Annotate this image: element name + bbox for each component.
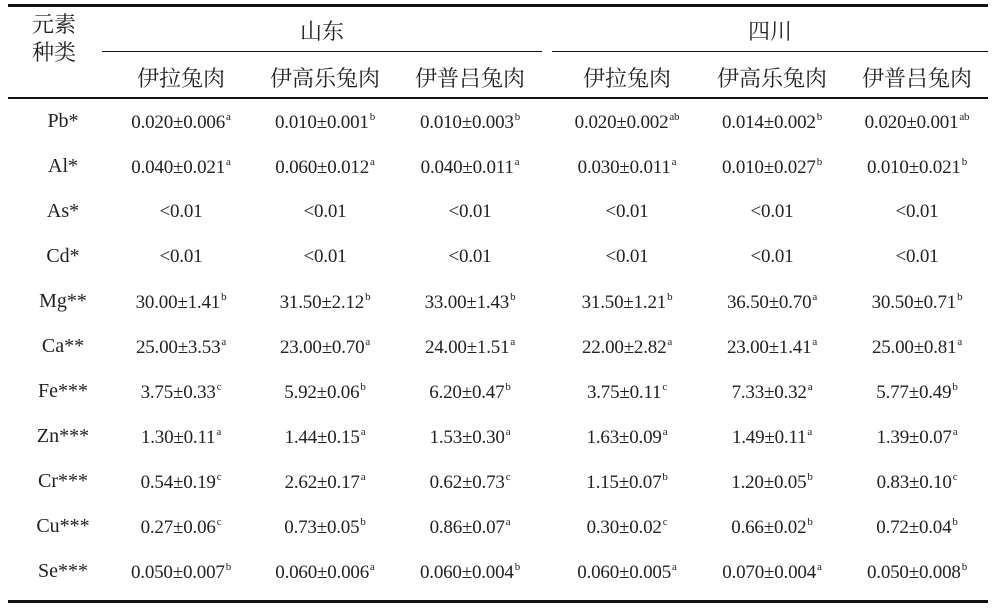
value-text: 0.010±0.003 xyxy=(419,112,514,133)
value-text: 0.070±0.004 xyxy=(722,562,817,583)
significance-letter: a xyxy=(667,336,673,348)
value-text: 0.020±0.001 xyxy=(864,112,959,133)
significance-letter: b xyxy=(369,111,376,123)
value-cell xyxy=(109,561,253,584)
value-text: <0.01 xyxy=(448,246,492,267)
value-text: 0.54±0.19 xyxy=(140,472,216,493)
value-text: 23.00±1.41 xyxy=(726,337,812,358)
significance-letter: c xyxy=(505,471,511,483)
value-cell xyxy=(700,516,844,539)
value-text: <0.01 xyxy=(605,246,649,267)
value-cell xyxy=(398,336,542,359)
significance-letter: a xyxy=(812,336,818,348)
significance-letter: a xyxy=(226,111,231,123)
value-text: 33.00±1.43 xyxy=(424,292,510,313)
significance-letter: c xyxy=(662,516,668,528)
value-text: 0.010±0.001 xyxy=(274,112,369,133)
element-name: Ca** xyxy=(41,335,85,357)
value-text: <0.01 xyxy=(159,246,203,267)
significance-letter: a xyxy=(812,291,818,303)
value-text: 25.00±3.53 xyxy=(135,337,221,358)
element-type-header-line1: 元素 xyxy=(31,13,76,38)
value-cell xyxy=(398,111,542,134)
value-text: <0.01 xyxy=(159,201,203,222)
significance-letter: a xyxy=(514,156,520,168)
significance-letter: b xyxy=(365,291,371,303)
element-name: Al* xyxy=(48,155,78,177)
value-text: 0.86±0.07 xyxy=(429,517,505,538)
value-cell xyxy=(555,111,699,134)
significance-letter: a xyxy=(817,561,822,573)
subcolumn-header: 伊普吕兔肉 xyxy=(861,67,972,92)
value-text: 0.83±0.10 xyxy=(876,472,952,493)
value-text: 31.50±1.21 xyxy=(581,292,667,313)
value-text: 25.00±0.81 xyxy=(871,337,957,358)
value-text: 0.030±0.011 xyxy=(577,157,671,178)
value-text: 0.73±0.05 xyxy=(284,517,360,538)
value-text: 1.15±0.07 xyxy=(586,472,662,493)
significance-letter: a xyxy=(370,156,375,168)
value-cell xyxy=(109,246,253,268)
value-text: 0.30±0.02 xyxy=(586,517,662,538)
table-top-rule xyxy=(8,4,988,7)
value-text: 3.75±0.33 xyxy=(140,382,216,403)
significance-letter: a xyxy=(807,381,813,393)
significance-letter: a xyxy=(365,336,371,348)
value-cell xyxy=(253,381,397,404)
value-cell xyxy=(109,381,253,404)
value-cell xyxy=(555,246,699,268)
significance-letter: a xyxy=(226,156,231,168)
value-text: 1.44±0.15 xyxy=(284,427,360,448)
significance-letter: a xyxy=(360,471,366,483)
value-text: 0.010±0.021 xyxy=(866,157,961,178)
element-name: Se*** xyxy=(38,560,88,582)
value-cell xyxy=(845,246,989,268)
value-cell xyxy=(109,291,253,314)
value-text: 0.050±0.007 xyxy=(130,562,225,583)
value-cell xyxy=(845,201,989,223)
value-text: 0.72±0.04 xyxy=(876,517,952,538)
value-text: 0.040±0.021 xyxy=(131,157,226,178)
value-cell xyxy=(253,291,397,314)
significance-letter: ab xyxy=(959,111,970,123)
significance-letter: ab xyxy=(669,111,680,123)
element-name: Pb* xyxy=(47,110,79,132)
value-cell xyxy=(555,291,699,314)
element-name: Cr*** xyxy=(38,470,88,492)
value-cell xyxy=(700,426,844,449)
value-cell xyxy=(555,381,699,404)
value-cell xyxy=(845,516,989,539)
value-cell xyxy=(700,291,844,314)
subcolumn-header: 伊拉兔肉 xyxy=(582,67,671,92)
value-cell xyxy=(253,561,397,584)
significance-letter: a xyxy=(671,156,677,168)
significance-letter: b xyxy=(816,156,823,168)
significance-letter: a xyxy=(360,426,366,438)
subcolumn-header: 伊高乐兔肉 xyxy=(269,67,380,92)
significance-letter: b xyxy=(952,516,958,528)
value-text: 0.66±0.02 xyxy=(731,517,807,538)
value-cell xyxy=(398,246,542,268)
value-cell xyxy=(398,201,542,223)
value-text: 0.040±0.011 xyxy=(420,157,514,178)
value-cell xyxy=(109,336,253,359)
value-text: 0.050±0.008 xyxy=(866,562,961,583)
value-cell xyxy=(398,426,542,449)
value-text: 7.33±0.32 xyxy=(731,382,807,403)
value-cell xyxy=(700,471,844,494)
value-text: 1.39±0.07 xyxy=(876,427,952,448)
value-text: 1.63±0.09 xyxy=(586,427,662,448)
value-cell xyxy=(398,291,542,314)
value-text: <0.01 xyxy=(303,246,347,267)
significance-letter: a xyxy=(505,516,511,528)
value-cell xyxy=(109,426,253,449)
value-cell xyxy=(555,201,699,223)
significance-letter: b xyxy=(952,381,958,393)
value-text: <0.01 xyxy=(448,201,492,222)
value-cell xyxy=(253,426,397,449)
value-cell xyxy=(555,516,699,539)
value-cell xyxy=(555,336,699,359)
value-cell xyxy=(398,561,542,584)
significance-letter: b xyxy=(510,291,516,303)
element-name: Cu*** xyxy=(36,515,90,537)
value-cell xyxy=(845,381,989,404)
significance-letter: b xyxy=(514,561,521,573)
value-cell xyxy=(845,111,989,134)
significance-letter: c xyxy=(952,471,958,483)
value-cell xyxy=(253,156,397,179)
value-cell xyxy=(700,111,844,134)
value-text: 6.20±0.47 xyxy=(429,382,505,403)
significance-letter: c xyxy=(216,471,222,483)
value-text: <0.01 xyxy=(605,201,649,222)
value-text: 24.00±1.51 xyxy=(424,337,510,358)
element-name: As* xyxy=(46,200,80,222)
significance-letter: b xyxy=(505,381,511,393)
subcolumn-header: 伊高乐兔肉 xyxy=(716,67,827,92)
significance-letter: a xyxy=(370,561,375,573)
value-cell xyxy=(109,111,253,134)
element-name: Cd* xyxy=(46,245,80,267)
value-cell xyxy=(845,336,989,359)
value-text: 1.20±0.05 xyxy=(731,472,807,493)
group-header-shandong: 山东 xyxy=(299,20,344,45)
significance-letter: b xyxy=(816,111,823,123)
value-text: 0.010±0.027 xyxy=(721,157,816,178)
significance-letter: a xyxy=(505,426,511,438)
significance-letter: b xyxy=(221,291,227,303)
value-text: 0.060±0.004 xyxy=(419,562,514,583)
value-cell xyxy=(700,201,844,223)
significance-letter: b xyxy=(961,156,968,168)
value-text: <0.01 xyxy=(750,246,794,267)
value-cell xyxy=(398,471,542,494)
significance-letter: b xyxy=(957,291,963,303)
significance-letter: b xyxy=(225,561,232,573)
significance-letter: b xyxy=(514,111,521,123)
element-name: Zn*** xyxy=(36,425,90,447)
value-cell xyxy=(845,291,989,314)
value-cell xyxy=(253,201,397,223)
significance-letter: b xyxy=(667,291,673,303)
value-text: <0.01 xyxy=(750,201,794,222)
value-cell xyxy=(845,471,989,494)
value-cell xyxy=(109,516,253,539)
value-text: 0.020±0.002 xyxy=(574,112,669,133)
significance-letter: c xyxy=(216,381,222,393)
significance-letter: b xyxy=(662,471,668,483)
value-cell xyxy=(845,156,989,179)
value-cell xyxy=(253,336,397,359)
value-text: 0.27±0.06 xyxy=(140,517,216,538)
significance-letter: b xyxy=(807,471,813,483)
value-cell xyxy=(109,156,253,179)
table-header-rule xyxy=(8,97,988,99)
value-cell xyxy=(555,471,699,494)
value-cell xyxy=(398,381,542,404)
value-cell xyxy=(109,471,253,494)
element-type-header-line2: 种类 xyxy=(31,41,76,66)
value-cell xyxy=(253,471,397,494)
value-cell xyxy=(700,561,844,584)
significance-letter: b xyxy=(961,561,968,573)
value-cell xyxy=(398,156,542,179)
value-text: 0.060±0.012 xyxy=(275,157,370,178)
value-text: 31.50±2.12 xyxy=(279,292,365,313)
subcolumn-header: 伊普吕兔肉 xyxy=(414,67,525,92)
value-cell xyxy=(253,246,397,268)
value-text: 3.75±0.11 xyxy=(586,382,662,403)
value-text: 1.30±0.11 xyxy=(140,427,216,448)
value-text: <0.01 xyxy=(303,201,347,222)
value-text: 0.020±0.006 xyxy=(131,112,226,133)
element-type-header xyxy=(8,12,100,68)
group-underline-shandong xyxy=(102,51,542,52)
value-cell xyxy=(700,381,844,404)
significance-letter: a xyxy=(672,561,677,573)
value-cell xyxy=(398,516,542,539)
significance-letter: c xyxy=(662,381,668,393)
value-text: 0.014±0.002 xyxy=(721,112,816,133)
significance-letter: a xyxy=(662,426,668,438)
value-cell xyxy=(845,426,989,449)
value-text: 5.92±0.06 xyxy=(284,382,360,403)
value-cell xyxy=(700,336,844,359)
value-cell xyxy=(555,561,699,584)
value-cell xyxy=(555,426,699,449)
subcolumn-header: 伊拉兔肉 xyxy=(136,67,225,92)
element-name: Fe*** xyxy=(38,380,88,402)
group-underline-sichuan xyxy=(552,51,988,52)
significance-letter: a xyxy=(807,426,813,438)
value-text: <0.01 xyxy=(895,201,939,222)
value-text: 5.77±0.49 xyxy=(876,382,952,403)
significance-letter: b xyxy=(807,516,813,528)
element-name: Mg** xyxy=(39,290,87,312)
value-cell xyxy=(700,156,844,179)
table-bottom-rule xyxy=(8,600,988,603)
value-text: 30.00±1.41 xyxy=(135,292,221,313)
significance-letter: a xyxy=(221,336,227,348)
value-text: 0.62±0.73 xyxy=(429,472,505,493)
significance-letter: b xyxy=(360,381,366,393)
value-cell xyxy=(109,201,253,223)
value-text: 1.53±0.30 xyxy=(429,427,505,448)
value-cell xyxy=(700,246,844,268)
value-text: <0.01 xyxy=(895,246,939,267)
significance-letter: b xyxy=(360,516,366,528)
value-cell xyxy=(845,561,989,584)
group-header-sichuan: 四川 xyxy=(747,20,792,45)
value-cell xyxy=(253,111,397,134)
value-text: 23.00±0.70 xyxy=(279,337,365,358)
value-cell xyxy=(555,156,699,179)
value-text: 1.49±0.11 xyxy=(731,427,807,448)
significance-letter: a xyxy=(957,336,963,348)
significance-letter: a xyxy=(952,426,958,438)
value-text: 22.00±2.82 xyxy=(581,337,667,358)
significance-letter: a xyxy=(216,426,222,438)
value-text: 2.62±0.17 xyxy=(284,472,360,493)
value-text: 30.50±0.71 xyxy=(871,292,957,313)
significance-letter: a xyxy=(510,336,516,348)
value-text: 0.060±0.005 xyxy=(577,562,672,583)
value-cell xyxy=(253,516,397,539)
value-text: 36.50±0.70 xyxy=(726,292,812,313)
significance-letter: c xyxy=(216,516,222,528)
value-text: 0.060±0.006 xyxy=(275,562,370,583)
